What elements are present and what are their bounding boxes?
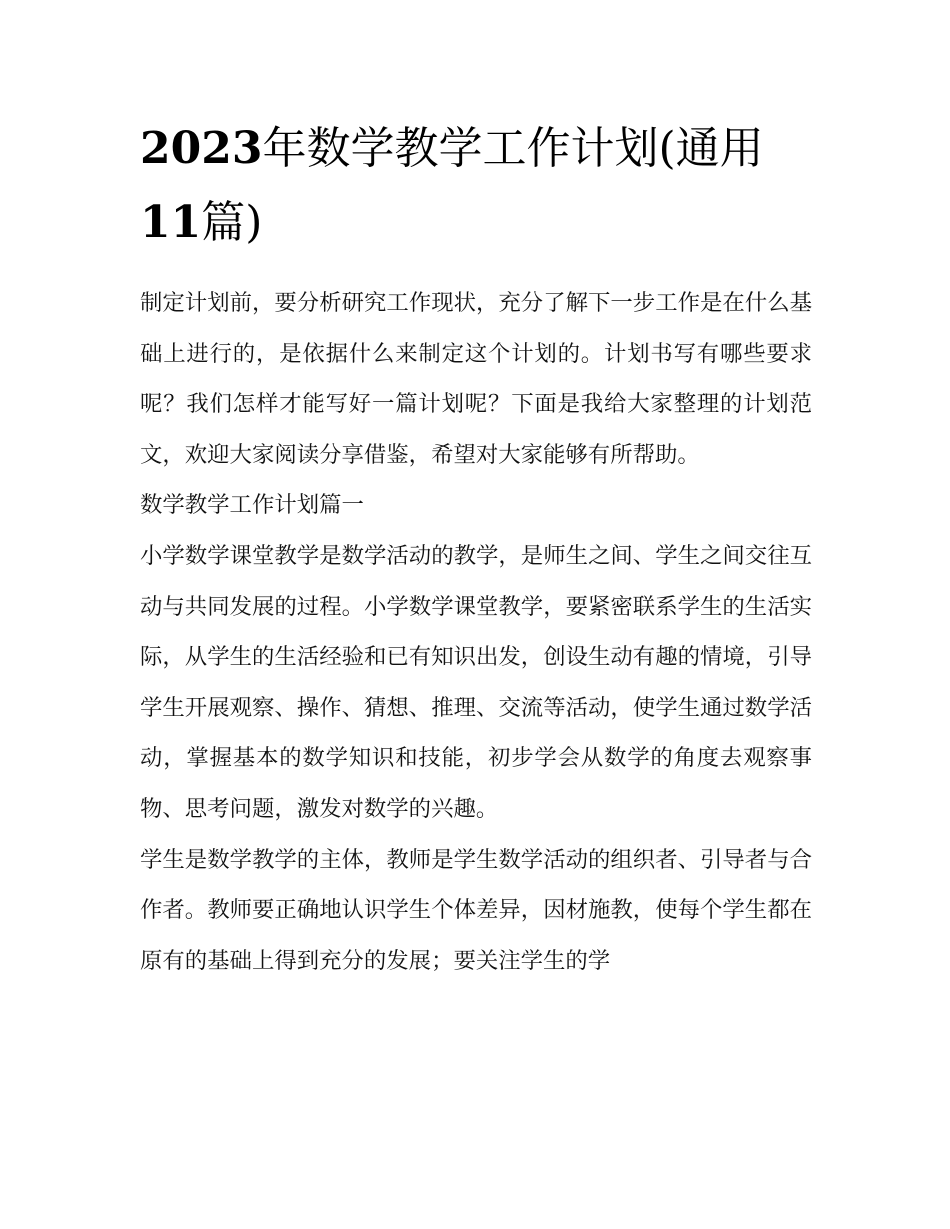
title-end: 篇)	[201, 197, 263, 248]
intro-paragraph: 制定计划前，要分析研究工作现状，充分了解下一步工作是在什么基础上进行的，是依据什么来制定这个计划的。计划书写有哪些要求呢？我们怎样才能写好一篇计划呢？下面是我给大家整理的计划范文，欢迎大家阅读分享借鉴，希望对大家能够有所帮助。	[140, 290, 812, 468]
body-paragraph-2: 学生是数学教学的主体，教师是学生数学活动的组织者、引导者与合作者。教师要正确地认识学生个体差异，因材施教，使每个学生都在原有的基础上得到充分的发展；要关注学生的学	[140, 846, 812, 974]
title-middle: 年数学教学工作计划(通用	[262, 123, 764, 174]
body-paragraph-1: 小学数学课堂教学是数学活动的教学，是师生之间、学生之间交往互动与共同发展的过程。小学数学课堂教学，要紧密联系学生的生活实际，从学生的生活经验和已有知识出发，创设生动有趣的情境，引导学生开展观察、操作、猜想、推理、交流等活动，使学生通过数学活动，掌握基本的数学知识和技能，初步学会从数学的角度去观察事物、思考问题，激发对数学的兴趣。	[140, 542, 812, 822]
section-heading: 数学教学工作计划篇一	[140, 492, 364, 519]
title-count: 11	[140, 197, 202, 248]
document-title	[140, 112, 812, 260]
title-year: 2023	[140, 123, 263, 174]
document-body	[140, 112, 812, 986]
